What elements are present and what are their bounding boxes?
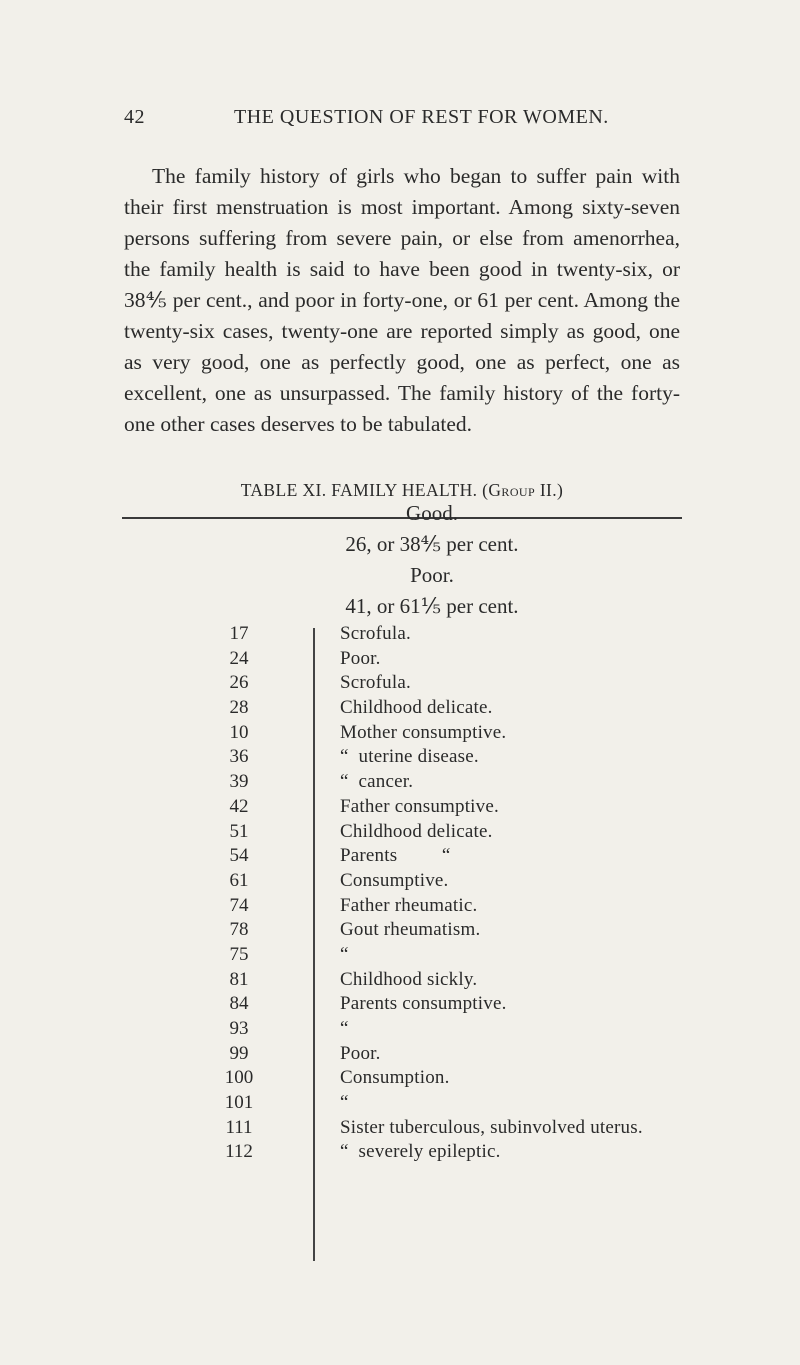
table-row [0, 918, 800, 943]
table-row [0, 647, 800, 672]
case-number: 74 [229, 894, 249, 916]
case-number: 17 [229, 623, 249, 644]
case-number: 112 [225, 1141, 253, 1163]
family-history: Father consumptive. [340, 795, 499, 817]
running-title: THE QUESTION OF REST FOR WOMEN. [234, 106, 609, 128]
table-row [0, 894, 800, 919]
family-history: Parents consumptive. [340, 993, 507, 1015]
table-row [0, 1042, 800, 1067]
case-number: 42 [229, 795, 249, 817]
family-history: Sister tuberculous, subinvolved uterus. [340, 1116, 643, 1138]
summary-good-value: 26, or 38⅘ per cent. [345, 532, 519, 556]
case-number: 111 [225, 1116, 253, 1138]
case-number: 36 [229, 746, 249, 768]
table-rows [0, 622, 800, 1165]
case-number: 26 [229, 672, 249, 694]
family-history: Consumption. [340, 1067, 450, 1089]
table-row [0, 844, 800, 869]
table-row [0, 745, 800, 770]
case-number: 10 [229, 721, 249, 743]
family-history: Poor. [340, 647, 381, 669]
case-number: 24 [229, 647, 249, 669]
case-number: 93 [229, 1018, 249, 1039]
case-number: 61 [229, 869, 249, 891]
table-row [0, 869, 800, 894]
family-history: Childhood sickly. [340, 968, 478, 990]
family-history: “ uterine disease. [340, 746, 479, 768]
case-number: 78 [229, 919, 249, 941]
table-row [0, 968, 800, 993]
table-row [0, 696, 800, 721]
page-number: 42 [124, 106, 145, 128]
case-number: 101 [224, 1092, 254, 1114]
family-history: Mother consumptive. [340, 721, 507, 743]
case-number: 99 [229, 1042, 249, 1064]
table-title-group: (Group II.) [482, 480, 564, 500]
case-number: 100 [224, 1067, 254, 1089]
family-history: “ severely epileptic. [340, 1141, 501, 1163]
table-row [0, 1066, 800, 1091]
table-row [0, 1091, 800, 1116]
case-number: 28 [229, 697, 249, 719]
case-number: 75 [229, 943, 249, 965]
table-summary [312, 498, 552, 622]
family-history: Consumptive. [340, 869, 449, 891]
case-number: 54 [229, 845, 249, 867]
case-number: 39 [229, 771, 249, 793]
family-history: “ [340, 943, 349, 965]
family-history: Childhood delicate. [340, 820, 493, 842]
family-history: Scrofula. [340, 672, 411, 694]
case-number: 81 [229, 968, 249, 990]
family-history: Poor. [340, 1042, 381, 1064]
family-history: “ cancer. [340, 771, 414, 793]
family-history: “ [340, 1092, 349, 1114]
table-row [0, 721, 800, 746]
case-number: 84 [229, 993, 249, 1015]
table-row [0, 622, 800, 647]
table-title-main: TABLE XI. FAMILY HEALTH. [240, 480, 478, 500]
table-row [0, 770, 800, 795]
summary-poor-value: 41, or 61⅕ per cent. [345, 594, 519, 618]
table-row [0, 1140, 800, 1165]
family-history: “ [340, 1018, 349, 1039]
table-row [0, 1017, 800, 1042]
table-row [0, 992, 800, 1017]
table-row [0, 1116, 800, 1141]
family-history: Childhood delicate. [340, 697, 493, 719]
summary-good-label: Good. [406, 501, 458, 525]
body-paragraph: The family history of girls who began to suffer pain with their first menstruation is most important. Among sixty-seven persons suffering from severe pain, or else from amenorrhea, the family health is said to have been good in twenty-six, or 38⅘ per cent., and poor in forty-one, or 61 per cent. Among the twenty-six cases, twenty-one are reported simply as good, one as very good, one as perfectly good, one as perfect, one as excellent, one as unsurpassed. The family history of the forty-one other cases deserves to be tabulated. [124, 164, 680, 436]
table-row [0, 795, 800, 820]
family-history: Gout rheumatism. [340, 919, 481, 941]
family-history: Parents “ [340, 845, 451, 867]
family-history: Father rheumatic. [340, 894, 478, 916]
case-number: 51 [229, 820, 249, 842]
table-row [0, 820, 800, 845]
summary-poor-label: Poor. [410, 563, 454, 587]
family-history: Scrofula. [340, 623, 411, 644]
table-row [0, 671, 800, 696]
table-row [0, 943, 800, 968]
